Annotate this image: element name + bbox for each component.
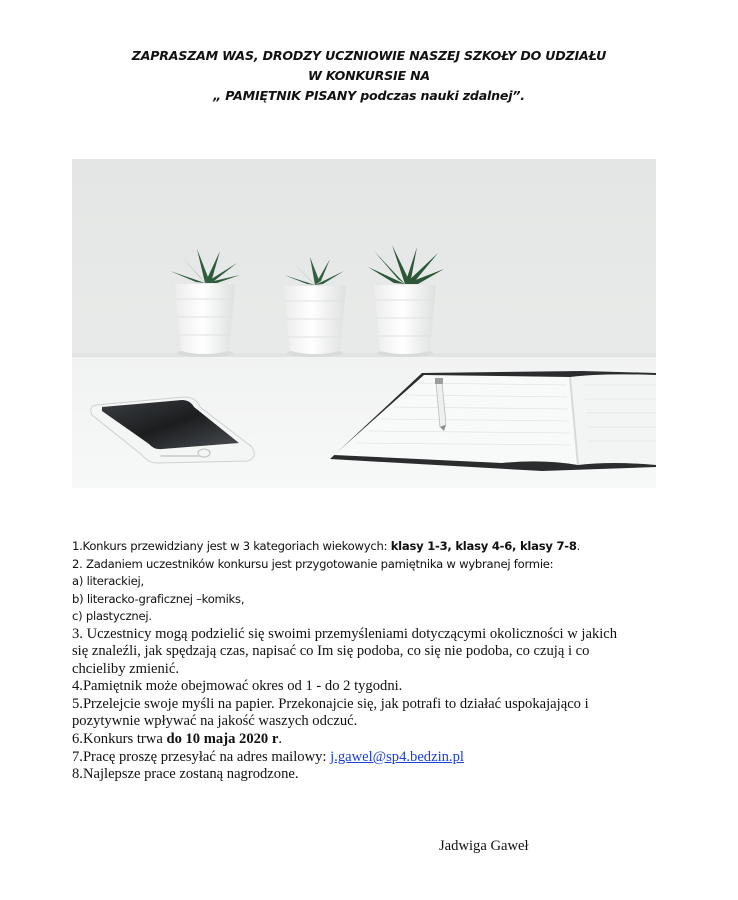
rule-1 (72, 538, 672, 556)
rule-6-end: . (278, 731, 282, 748)
rule-6-deadline: do 10 maja 2020 r (166, 731, 279, 748)
rule-1-categories: klasy 1-3, klasy 4-6, klasy 7-8 (390, 539, 577, 553)
rule-1-end: . (576, 539, 581, 553)
rule-7-text: 7.Pracę proszę przesyłać na adres mailowy: (72, 748, 331, 765)
header-line-3: „ PAMIĘTNIK PISANY podczas nauki zdalnej”. (213, 88, 525, 103)
rule-3-line-2: się znaleźli, jak spędzają czas, napisać co Im się podoba, co się nie podoba, co czują i co (72, 643, 590, 660)
rule-6 (72, 731, 672, 749)
rule-2c: c) plastycznej. (72, 609, 152, 623)
rule-8: 8.Najlepsze prace zostaną nagrodzone. (72, 766, 299, 783)
header-line-1: ZAPRASZAM WAS, DRODZY UCZNIOWIE NASZEJ SZKOŁY DO UDZIAŁU (131, 48, 607, 63)
rule-3-line-3: chcieliby zmienić. (72, 660, 179, 677)
rule-2: 2. Zadaniem uczestników konkursu jest przygotowanie pamiętnika w wybranej formie: (72, 556, 554, 571)
rule-5-line-1: 5.Przelejcie swoje myśli na papier. Przekonajcie się, jak potrafi to działać uspokajająco i (72, 695, 589, 712)
rule-4: 4.Pamiętnik może obejmować okres od 1 - do 2 tygodni. (72, 678, 403, 695)
rule-2a: a) literackiej, (72, 574, 144, 588)
desk-photo (72, 159, 656, 488)
signature: Jadwiga Gaweł (439, 838, 529, 854)
rule-2b: b) literacko-graficznej –komiks, (72, 591, 245, 606)
rule-5-line-2: pozytywnie wpływać na jakość waszych odczuć. (72, 713, 358, 730)
header-line-2: W KONKURSIE NA (308, 68, 430, 83)
email-link[interactable]: j.gawel@sp4.bedzin.pl (330, 748, 464, 765)
rule-1-text: 1.Konkurs przewidziany jest w 3 kategoriach wiekowych: (72, 539, 391, 553)
rule-3-line-1: 3. Uczestnicy mogą podzielić się swoimi przemyśleniami dotyczącymi okoliczności w jakich (72, 625, 618, 642)
rule-6-text: 6.Konkurs trwa (72, 731, 167, 748)
announcement-header (0, 46, 738, 106)
rule-7 (72, 749, 672, 767)
contest-rules (72, 538, 672, 784)
